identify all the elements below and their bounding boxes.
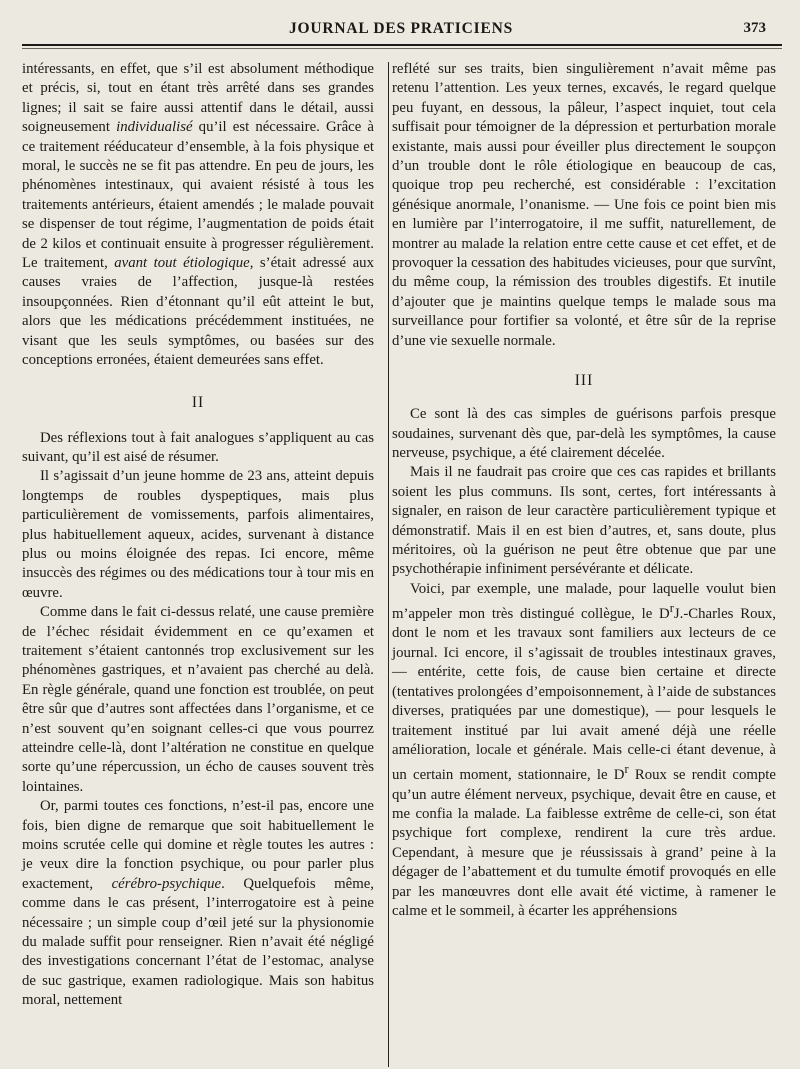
left-paragraph-5: [22, 797, 374, 1010]
left-p5-text-2: . Quelquefois même, comme dans le cas présent, l’interrogatoire est à peine nécessaire ; un simple coup d’œil jeté sur la physionomie du malade suffit pour renseigner. Rien n’avait été négligé des investigations concernant l’état de l’estomac, analyse de suc gastrique, examen radiologique. Mais son habitus moral, nettement: [22, 875, 374, 1009]
right-p4-superscript-1: r: [669, 601, 674, 616]
header-rule: [22, 44, 782, 46]
left-column: [22, 60, 374, 1011]
right-p4-text-1: Voici, par exemple, une malade, pour laquelle voulut bien m’appeler mon très distingué collègue, le D: [392, 580, 776, 623]
right-p4-text-3: Roux se rendit compte qu’un autre élément nerveux, psychique, devait être en cause, et me confia la malade. La faiblesse extrême de celle-ci, son état psychique fort complexe, rendirent la cure très ardue. Cependant, à mesure que je réussissais à grand’ peine à la dégager de l’abattement et du tumulte émotif provoqués en elle par les manœuvres dont elle avait été victime, à ramener le calme et le sommeil, à écarter les appréhensions: [392, 767, 776, 920]
header-rule-thin: [22, 48, 782, 49]
right-p4-superscript-2: r: [624, 762, 629, 777]
left-p1-italic-2: avant tout étiologique: [114, 255, 250, 272]
column-divider: [388, 62, 389, 1067]
left-paragraph-1: [22, 60, 374, 371]
section-heading-ii: II: [191, 393, 205, 411]
right-paragraph-3: Mais il ne faudrait pas croire que ces cas rapides et brillants soient les plus communs. Ils sont, certes, fort intéressants à signaler, en raison de leur caractère particulièrement typique et démonstratif. Mais il en est bien d’autres, et, sans doute, plus méritoires, où la guérison ne peut être obtenue que par une psychothérapie infiniment persévérante et délicate.: [392, 464, 776, 578]
left-paragraph-4: Comme dans le fait ci-dessus relaté, une cause première de l’échec résidait évidemment en ce qu’examen et traitement s’étaient cantonnés trop exclusivement sur les phénomènes gastriques, et n’avaient pas cherché au delà. En règle générale, quand une fonction est troublée, on peut être sûr que d’autres sont affectées dans l’organisme, et ce n’est souvent qu’en soignant celles-ci que vous pourrez atteindre celle-là, dont l’altération ne constitue en quelque sorte qu’une répercussion, un écho de causes souvent très lointaines.: [22, 604, 374, 795]
right-paragraph-2: Ce sont là des cas simples de guérisons parfois presque soudaines, survenant dès que, par-delà les symptômes, la cause nerveuse, psychique, a été clairement décelée.: [392, 406, 776, 461]
left-p1-text-1: intéressants, en effet, que s’il est absolument méthodique et précis, si, tout en étant très arrêté dans ses grandes lignes; il sait se faire aussi attentif dans le détail, aussi soigneusement: [22, 61, 374, 136]
page-number: 373: [743, 20, 766, 36]
left-p1-text-3: , s’était adressé aux causes vraies de l’affection, jusque-là restées insoupçonnées. Rien d’étonnant qu’il eût atteint le but, alors que les médications précédemment instituées, ne visant que les seuls symptômes, ou basées sur des conceptions erronées, étaient demeurées sans effet.: [22, 255, 374, 369]
right-p4-text-2: J.-Charles Roux, dont le nom et les travaux sont familiers aux lecteurs de ce journal. Ici encore, il s’agissait de troubles intestinaux graves, — entérite, cette fois, de cause bien certaine et directe (tentatives prolongées d’empoisonnement, à l’aide de substances diverses, pratiquées par une domestique), — pour lesquels le traitement institué par lui avait amené déjà une réelle amélioration, locale et générale. Mais celle-ci étant devenue, à un certain moment, stationnaire, le D: [392, 606, 776, 784]
left-paragraph-3: Il s’agissait d’un jeune homme de 23 ans, atteint depuis longtemps de roubles dyspeptiques, mais plus particulièrement de vomissements, parfois alimentaires, plus habituellement aqueux, acides, survenant à distance plus ou moins éloignée des repas. Ici encore, même insuccès des régimes ou des médications tour à tour mis en œuvre.: [22, 468, 374, 601]
left-p5-italic-1: cérébro-psychique: [111, 875, 222, 892]
journal-title: JOURNAL DES PRATICIENS: [288, 20, 514, 37]
left-p1-italic-1: individualisé: [116, 119, 193, 136]
right-paragraph-1: reflété sur ses traits, bien singulièrement n’avait même pas retenu l’attention. Les yeux ternes, excavés, le regard quelque peu fuyant, en dessous, la pâleur, l’aspect inquiet, tout cela suffisait pour témoigner de la dépression et perturbation morale existante, mais aussi pour éveiller plus directement le soupçon d’un trouble dont le rôle étiologique en beaucoup de cas, quoique trop peu recherché, est considérable : l’excitation génésique anormale, l’onanisme. — Une fois ce point bien mis en lumière par l’interrogatoire, il me suffit, naturellement, de montrer au malade la relation entre cette cause et cet effet, et de provoquer la cessation des habitudes vicieuses, pour que survînt, du même coup, la rémission des troubles digestifs. Et inutile d’ajouter que je maintins quelque temps le malade sous ma surveillance pour fortifier sa volonté, et être sûr de la reprise d’une vie sexuelle normale.: [392, 61, 776, 349]
left-p1-text-2: qu’il est nécessaire. Grâce à ce traitement rééducateur d’ensemble, à la fois physique et moral, le succès ne se fit pas attendre. En peu de jours, les phénomènes intestinaux, qui avaient résisté à tous les traitements antérieurs, étaient amendés ; le malade pouvait se dispenser de tout régime, l’augmentation de poids était de 2 kilos et continuait ensuite à progresser régulièrement. Le traitement,: [22, 119, 374, 272]
right-paragraph-4: [392, 580, 776, 922]
left-paragraph-2: Des réflexions tout à fait analogues s’appliquent au cas suivant, qu’il est aisé de résumer.: [22, 429, 374, 465]
left-p5-text-1: Or, parmi toutes ces fonctions, n’est-il pas, encore une fois, bien digne de remarque que soit habituellement le moins scrutée celle qui domine et règle toutes les autres : je veux dire la fonction psychique, ou pour parler plus exactement,: [22, 798, 374, 892]
running-head: [22, 20, 780, 42]
section-heading-iii: III: [574, 372, 594, 390]
right-column: [392, 60, 776, 922]
